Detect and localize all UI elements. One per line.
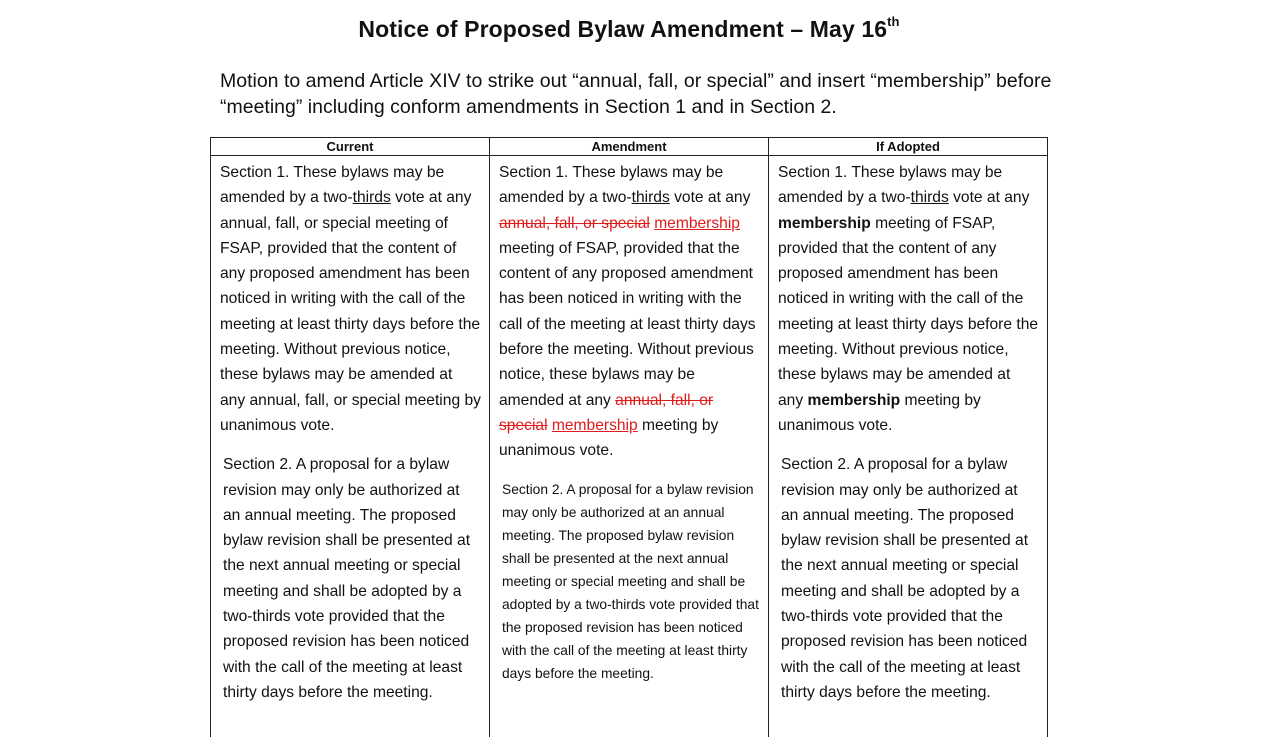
adopted-s1-bold-membership-1: membership [778, 215, 871, 232]
header-current: Current [211, 138, 490, 156]
table-row [211, 156, 1048, 737]
current-column [211, 156, 490, 737]
adopted-section-1 [778, 160, 1039, 438]
amendment-s1-struck-text-2: annual, fall, or special [499, 392, 713, 434]
document-title [0, 16, 1258, 43]
amendment-s1-part-d: meeting by unanimous vote. [499, 417, 718, 459]
adopted-s1-thirds: thirds [911, 189, 949, 206]
amendment-column [490, 156, 769, 737]
current-s1-part-a: Section 1. These bylaws may be amended by a two- [220, 164, 444, 206]
amendment-s1-part-a: Section 1. These bylaws may be amended by a two- [499, 164, 723, 206]
adopted-column [769, 156, 1048, 737]
amendment-s1-inserted-text-1: membership [654, 215, 740, 232]
amendment-section-2: Section 2. A proposal for a bylaw revision may only be authorized at an annual meeting. The proposed bylaw revision shall be presented at the next annual meeting or special meeting and shall be adopted by a two-thirds vote provided that the proposed revision has been noticed with the call of the meeting at least thirty days before the meeting. [502, 478, 760, 685]
current-s1-thirds: thirds [353, 189, 391, 206]
amendment-s1-thirds: thirds [632, 189, 670, 206]
bylaw-comparison-table [210, 137, 1048, 737]
adopted-s1-part-c: meeting of FSAP, provided that the content of any proposed amendment has been noticed in writing with the call of the meeting at least thirty days before the meeting. Without previous notice, these bylaws may be amended at any [778, 215, 1038, 409]
header-if-adopted: If Adopted [769, 138, 1048, 156]
motion-text: Motion to amend Article XIV to strike out “annual, fall, or special” and insert “membership” before “meeting” including conform amendments in Section 1 and in Section 2. [220, 68, 1080, 120]
adopted-s1-part-d: meeting by unanimous vote. [778, 392, 981, 434]
current-section-2: Section 2. A proposal for a bylaw revision may only be authorized at an annual meeting. The proposed bylaw revision shall be presented at the next annual meeting or special meeting and shall be adopted by a two-thirds vote provided that the proposed revision has been noticed with the call of the meeting at least thirty days before the meeting. [223, 452, 481, 705]
title-text: Notice of Proposed Bylaw Amendment – May 16 [358, 16, 887, 42]
amendment-s1-struck-text-1: annual, fall, or special [499, 215, 650, 232]
adopted-s1-part-b: vote at any [949, 189, 1030, 206]
current-section-1 [220, 160, 481, 438]
adopted-section-2: Section 2. A proposal for a bylaw revision may only be authorized at an annual meeting. The proposed bylaw revision shall be presented at the next annual meeting or special meeting and shall be adopted by a two-thirds vote provided that the proposed revision has been noticed with the call of the meeting at least thirty days before the meeting. [781, 452, 1039, 705]
amendment-s1-inserted-text-2: membership [552, 417, 638, 434]
adopted-s1-part-a: Section 1. These bylaws may be amended by a two- [778, 164, 1002, 206]
amendment-s1-part-b: vote at any [670, 189, 751, 206]
current-s1-part-b: vote at any annual, fall, or special meeting of FSAP, provided that the content of any proposed amendment has been noticed in writing with the call of the meeting at least thirty days before the meeting. Without previous notice, these bylaws may be amended at any annual, fall, or special meeting by unanimous vote. [220, 189, 481, 434]
adopted-s1-bold-membership-2: membership [807, 392, 900, 409]
header-amendment: Amendment [490, 138, 769, 156]
title-superscript: th [887, 14, 899, 29]
amendment-section-1 [499, 160, 760, 464]
amendment-s1-part-c: meeting of FSAP, provided that the content of any proposed amendment has been noticed in writing with the call of the meeting at least thirty days before the meeting. Without previous notice, these bylaws may be amended at any [499, 240, 756, 409]
table-header-row [211, 138, 1048, 156]
